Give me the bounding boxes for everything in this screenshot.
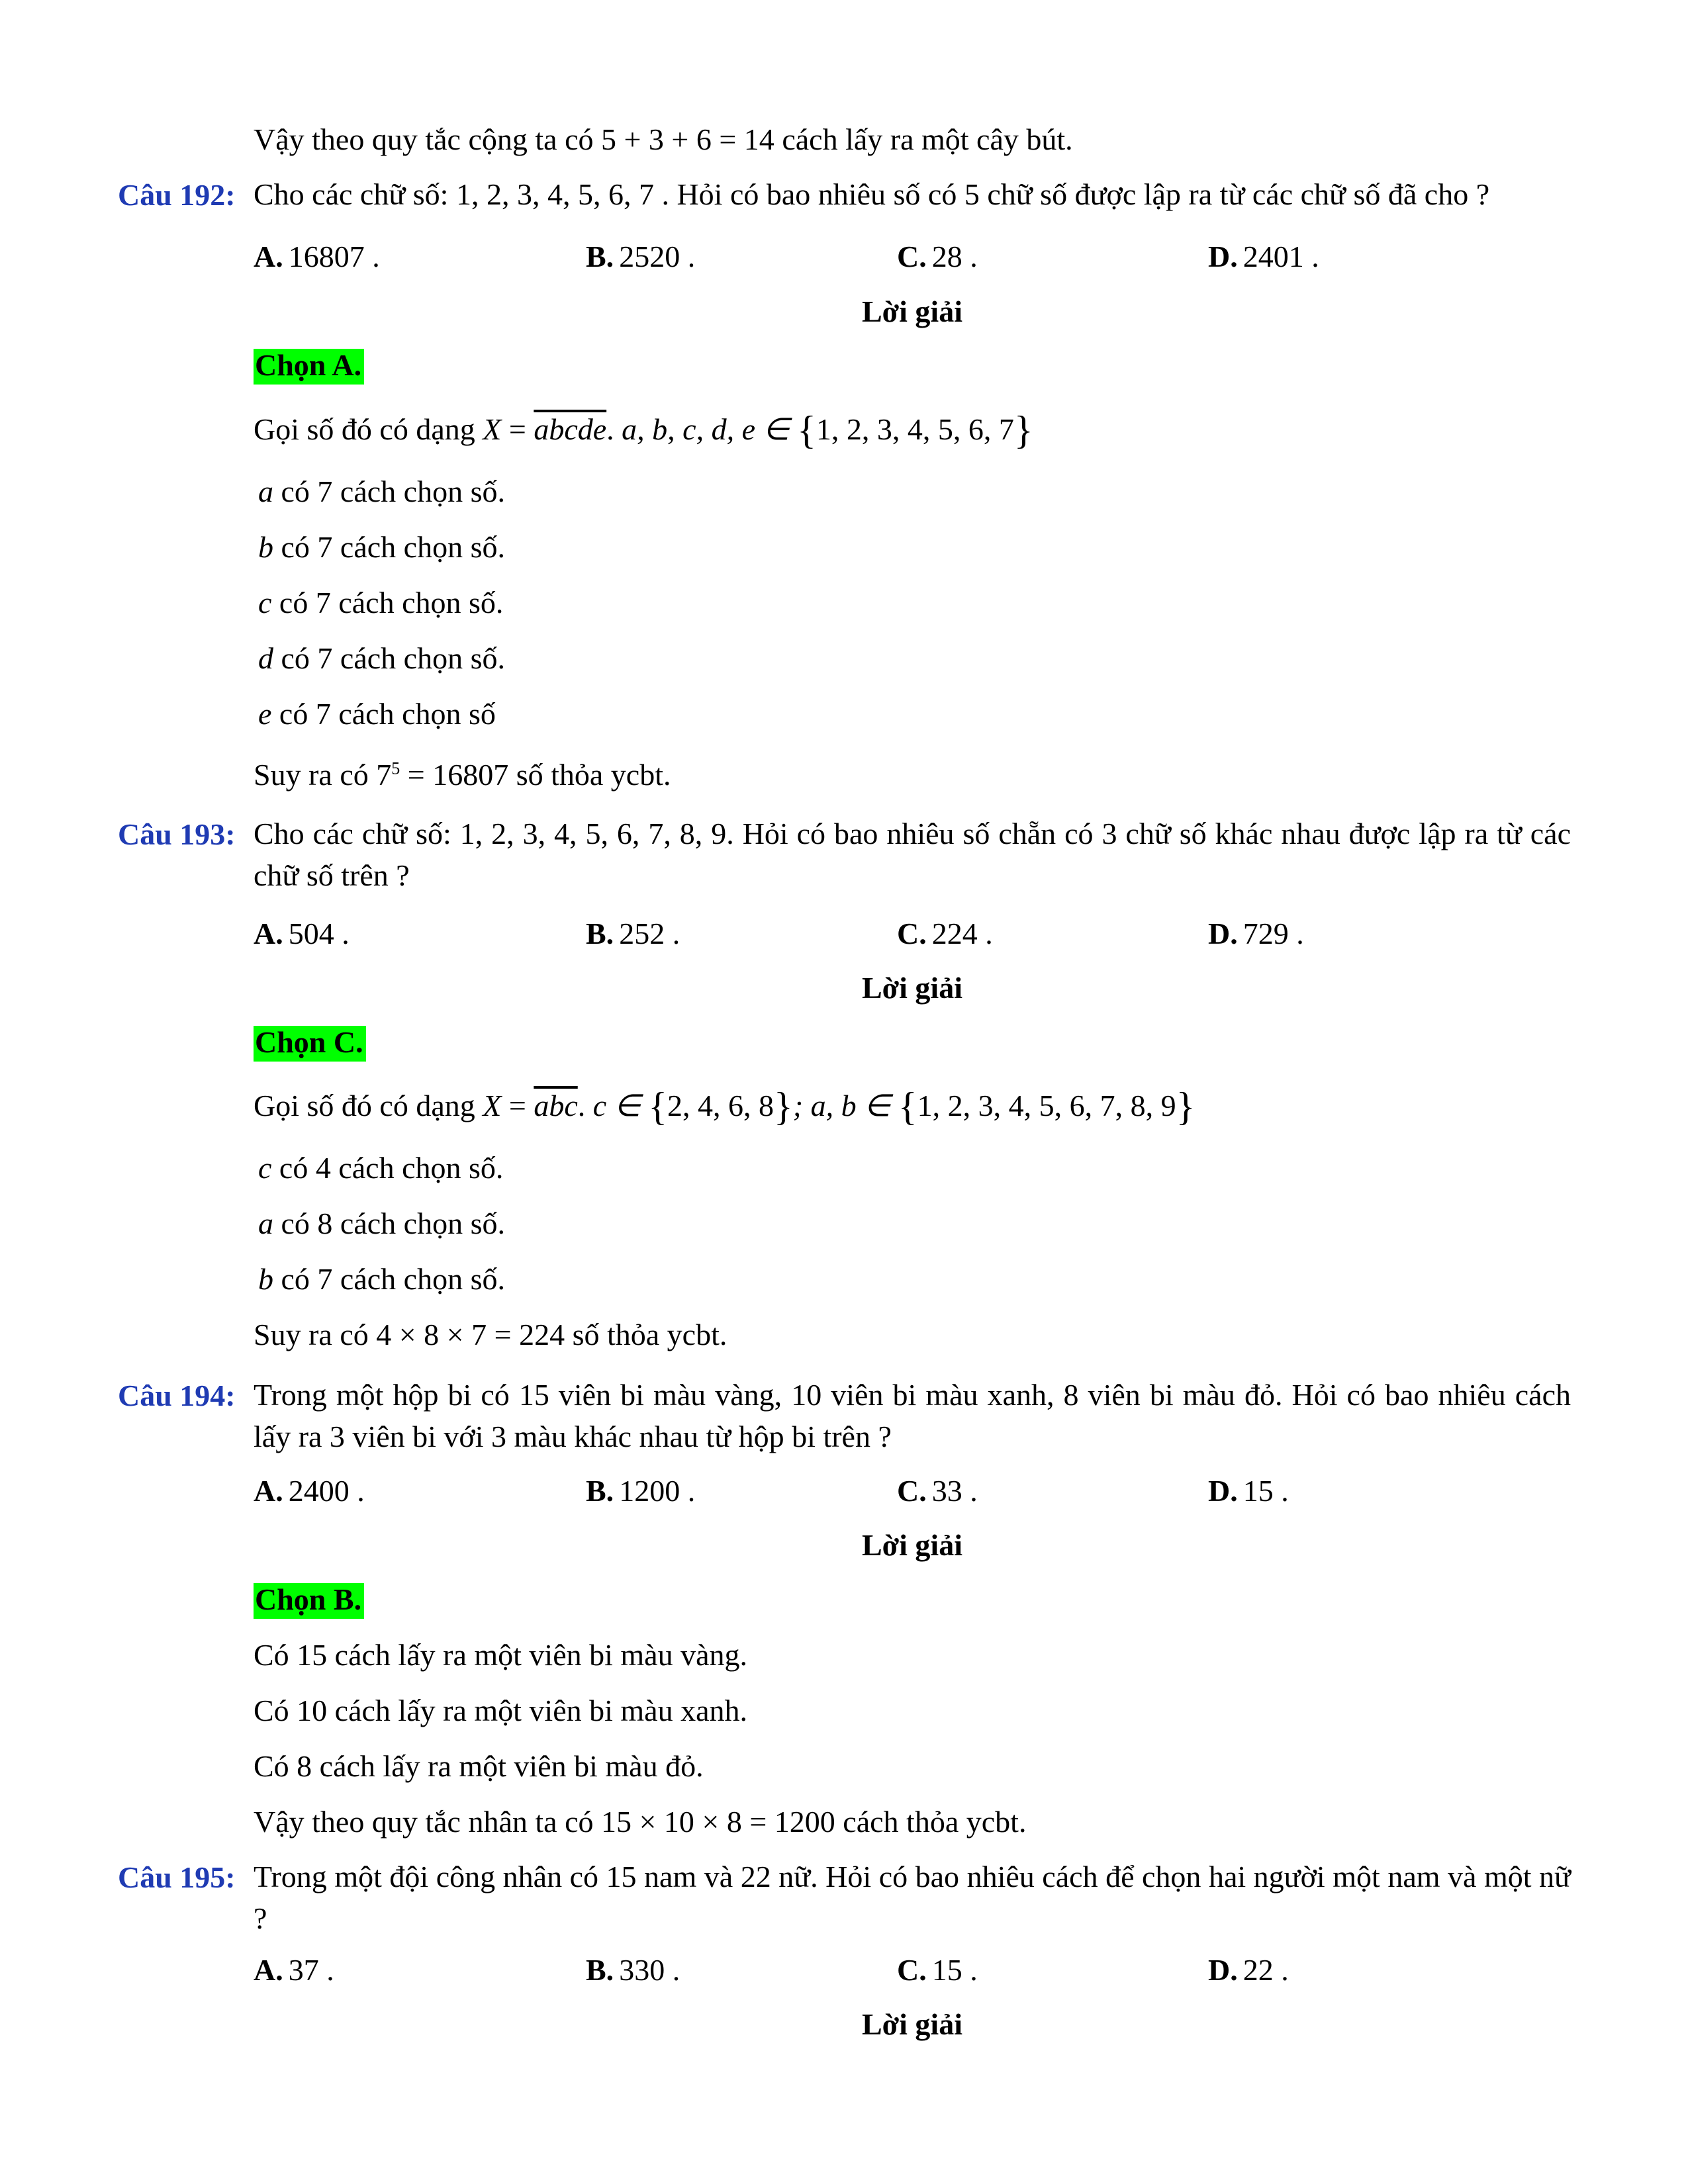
question-label-193: Câu 193: [118, 817, 236, 851]
option-c-193: C. 224 . [897, 917, 993, 950]
intro-post: cách lấy ra một cây bút. [774, 122, 1073, 156]
step-193-a: a có 8 cách chọn số. [258, 1206, 505, 1240]
solution-line-194-4: Vậy theo quy tắc nhân ta có 15 × 10 × 8 = 1200 cách thỏa ycbt. [254, 1805, 1027, 1839]
solution-heading-192: Lời giải [862, 295, 962, 328]
step-192-b: b có 7 cách chọn số. [258, 530, 505, 564]
option-b-193: B. 252 . [586, 917, 680, 950]
option-a-195: A. 37 . [254, 1953, 334, 1987]
option-d-193: D. 729 . [1208, 917, 1304, 950]
question-text-195: Trong một đội công nhân có 15 nam và 22 nữ. Hỏi có bao nhiêu cách để chọn hai người một nam và một nữ ? [254, 1860, 1571, 1936]
question-label-192: Câu 192: [118, 178, 236, 212]
option-a-194: A. 2400 . [254, 1474, 365, 1508]
solution-heading-194: Lời giải [862, 1528, 962, 1562]
question-text-194: Trong một hộp bi có 15 viên bi màu vàng, 10 viên bi màu xanh, 8 viên bi màu đỏ. Hỏi có bao nhiêu cách lấy ra 3 viên bi với 3 màu khác nhau từ hộp bi trên ? [254, 1378, 1571, 1454]
step-192-a: a có 7 cách chọn số. [258, 475, 505, 508]
step-192-e: e có 7 cách chọn số [258, 697, 496, 731]
solution-heading-193: Lời giải [862, 971, 962, 1005]
number-form-192: Gọi số đó có dạng X = abcde. a, b, c, d, e ∈ {1, 2, 3, 4, 5, 6, 7} [254, 408, 1033, 452]
answer-highlight-193: Chọn C. [254, 1026, 366, 1062]
option-c-192: C. 28 . [897, 240, 978, 273]
step-193-c: c có 4 cách chọn số. [258, 1151, 504, 1185]
solution-line-194-3: Có 8 cách lấy ra một viên bi màu đỏ. [254, 1749, 704, 1783]
answer-highlight-192: Chọn A. [254, 349, 364, 385]
overline-digits: abcde [534, 412, 607, 446]
number-form-193: Gọi số đó có dạng $X = \overline{abc}$. c ∈ {2, 4, 6, 8}; a, b ∈ {1, 2, 3, 4, 5, 6, 7, 8, 9} [254, 1085, 1196, 1128]
option-c-194: C. 33 . [897, 1474, 978, 1508]
solution-heading-195: Lời giải [862, 2007, 962, 2041]
question-label-194: Câu 194: [118, 1379, 236, 1412]
answer-highlight-194: Chọn B. [254, 1583, 364, 1619]
step-192-c: c có 7 cách chọn số. [258, 586, 504, 619]
question-label-195: Câu 195: [118, 1860, 236, 1894]
step-193-b: b có 7 cách chọn số. [258, 1262, 505, 1296]
option-d-192: D. 2401 . [1208, 240, 1319, 273]
solution-line-194-1: Có 15 cách lấy ra một viên bi màu vàng. [254, 1638, 748, 1672]
option-a-193: A. 504 . [254, 917, 350, 950]
option-c-195: C. 15 . [897, 1953, 978, 1987]
intro-expr: 5 + 3 + 6 = 14 [600, 122, 774, 156]
option-b-194: B. 1200 . [586, 1474, 696, 1508]
conclusion-193: Suy ra có 4 × 8 × 7 = 224 số thỏa ycbt. [254, 1318, 727, 1351]
option-d-195: D. 22 . [1208, 1953, 1289, 1987]
overline-digits: $\overline{abc}$ [534, 1089, 578, 1122]
question-text-192: Cho các chữ số: 1, 2, 3, 4, 5, 6, 7 . Hỏi có bao nhiêu số có 5 chữ số được lập ra từ các chữ số đã cho ? [254, 177, 1490, 211]
option-b-192: B. 2520 . [586, 240, 696, 273]
solution-line-194-2: Có 10 cách lấy ra một viên bi màu xanh. [254, 1694, 748, 1727]
question-text-193: Cho các chữ số: 1, 2, 3, 4, 5, 6, 7, 8, 9. Hỏi có bao nhiêu số chẵn có 3 chữ số khác nhau được lập ra từ các chữ số trên ? [254, 817, 1571, 893]
option-b-195: B. 330 . [586, 1953, 680, 1987]
intro-line [254, 124, 1073, 155]
intro-pre: Vậy theo quy tắc cộng ta có [254, 122, 601, 156]
option-d-194: D. 15 . [1208, 1474, 1289, 1508]
conclusion-192: Suy ra có $7^5 = 16807$ số thỏa ycbt. [254, 758, 671, 792]
option-a-192: A. 16807 . [254, 240, 380, 273]
step-192-d: d có 7 cách chọn số. [258, 641, 505, 675]
